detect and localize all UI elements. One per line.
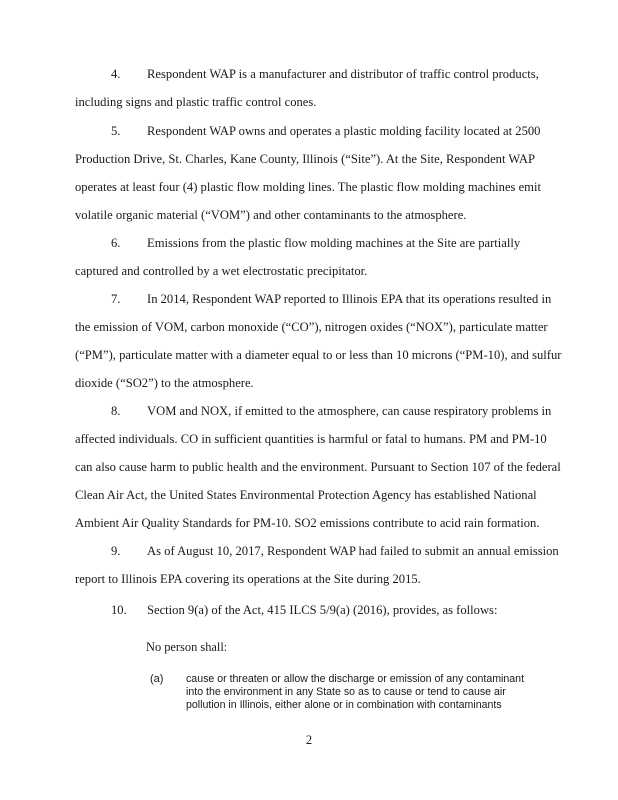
paragraph-6-first-line [111,236,520,250]
paragraph-7-line: the emission of VOM, carbon monoxide (“CO”), nitrogen oxides (“NOX”), particulate matter [75,320,548,334]
paragraph-text: Respondent WAP owns and operates a plastic molding facility located at 2500 [147,124,541,138]
paragraph-8-line: can also cause harm to public health and the environment. Pursuant to Section 107 of the federal [75,460,561,474]
paragraph-8-line: Clean Air Act, the United States Environmental Protection Agency has established National [75,488,537,502]
quote-intro: No person shall: [146,640,228,654]
page-number: 2 [305,733,313,747]
paragraph-number: 4. [111,67,121,81]
paragraph-number: 9. [111,544,121,558]
paragraph-7-line: (“PM”), particulate matter with a diameter equal to or less than 10 microns (“PM-10), and sulfur [75,348,562,362]
paragraph-5-line: Production Drive, St. Charles, Kane County, Illinois (“Site”). At the Site, Respondent WAP [75,152,535,166]
paragraph-4-first-line [111,67,539,81]
paragraph-10-line [111,603,497,617]
paragraph-text: In 2014, Respondent WAP reported to Illinois EPA that its operations resulted in [147,292,552,306]
paragraph-5-line: volatile organic material (“VOM”) and other contaminants to the atmosphere. [75,208,467,222]
paragraph-number: 7. [111,292,121,306]
paragraph-number: 5. [111,124,121,138]
paragraph-9-first-line [111,544,559,558]
paragraph-8-line: Ambient Air Quality Standards for PM-10. SO2 emissions contribute to acid rain formation. [75,516,540,530]
paragraph-text: Section 9(a) of the Act, 415 ILCS 5/9(a) (2016), provides, as follows: [147,603,498,617]
paragraph-text: VOM and NOX, if emitted to the atmosphere, can cause respiratory problems in [147,404,552,418]
paragraph-4-line: including signs and plastic traffic control cones. [75,95,317,109]
paragraph-number: 8. [111,404,121,418]
paragraph-7-first-line [111,292,551,306]
quote-item-line: cause or threaten or allow the discharge or emission of any contaminant [186,673,525,685]
paragraph-6-line: captured and controlled by a wet electrostatic precipitator. [75,264,368,278]
paragraph-number: 10. [111,603,127,617]
quote-item-line: pollution in Illinois, either alone or in combination with contaminants [186,699,502,711]
paragraph-5-first-line [111,124,540,138]
paragraph-8-first-line [111,404,551,418]
paragraph-8-line: affected individuals. CO in sufficient quantities is harmful or fatal to humans. PM and PM-10 [75,432,547,446]
paragraph-5-line: operates at least four (4) plastic flow molding lines. The plastic flow molding machines emit [75,180,541,194]
paragraph-9-line: report to Illinois EPA covering its operations at the Site during 2015. [75,572,421,586]
paragraph-number: 6. [111,236,121,250]
paragraph-7-line: dioxide (“SO2”) to the atmosphere. [75,376,254,390]
quote-item-label: (a) [150,673,164,685]
paragraph-text: As of August 10, 2017, Respondent WAP had failed to submit an annual emission [147,544,559,558]
paragraph-text: Respondent WAP is a manufacturer and distributor of traffic control products, [147,67,539,81]
paragraph-text: Emissions from the plastic flow molding machines at the Site are partially [147,236,521,250]
quote-item-line: into the environment in any State so as to cause or tend to cause air [186,686,506,698]
